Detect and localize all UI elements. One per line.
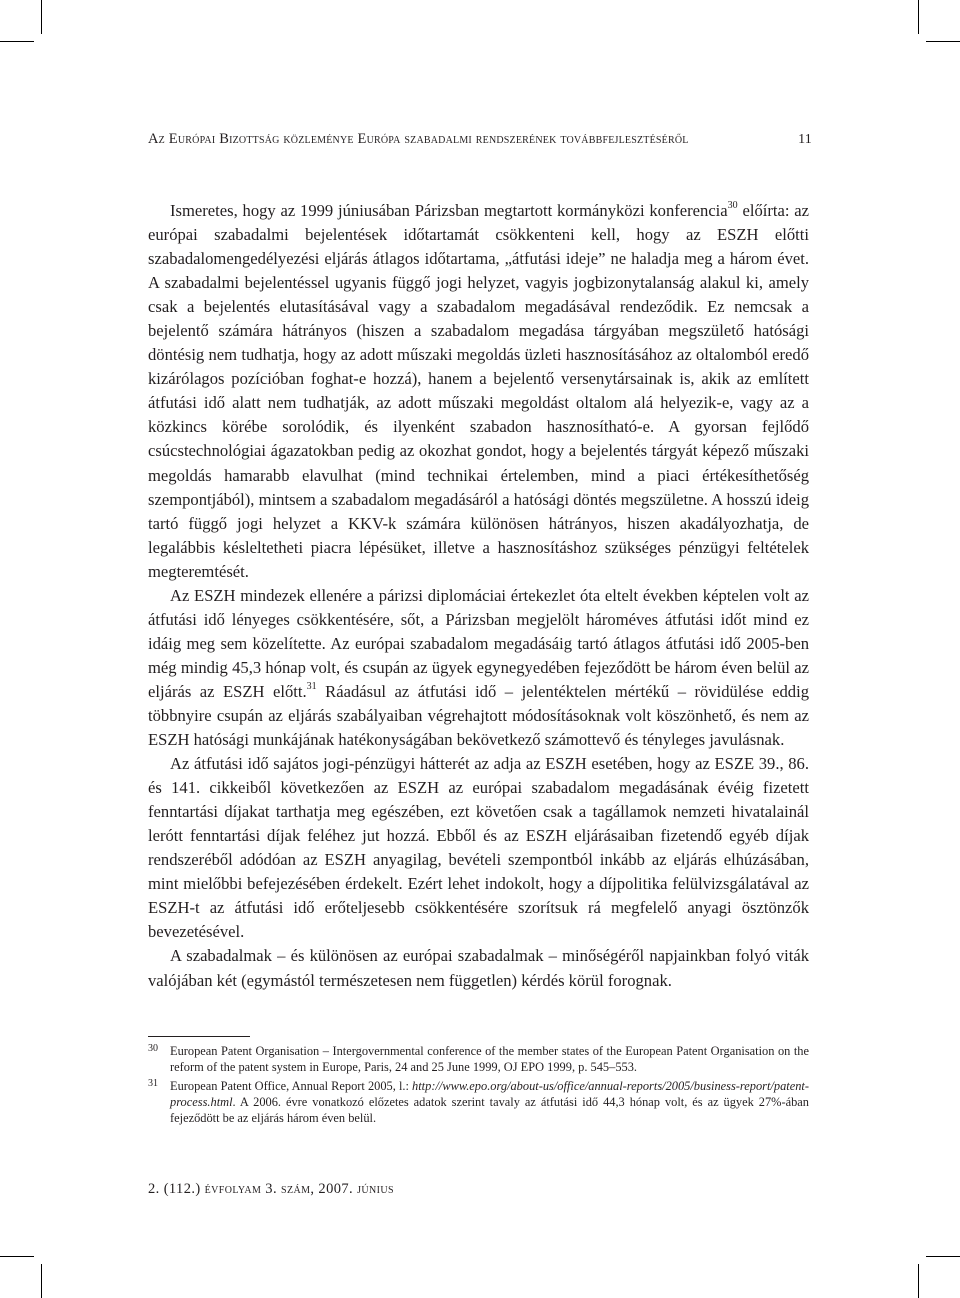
footnote-text-part: European Patent Organisation – Intergovernmental conference of the member states of the European Patent Organisation on the reform of the patent system in Europe, Paris, 24 and 25 June 1999, OJ EPO 1999, p. 545–553. (170, 1044, 809, 1075)
footnote (148, 1043, 809, 1076)
running-head (148, 131, 812, 148)
paragraph-text: Ismeretes, hogy az 1999 júniusában Párizsban megtartott kormányközi konferencia (170, 201, 728, 220)
footnote-text-part: European Patent Office, Annual Report 2005, l.: (170, 1078, 413, 1093)
crop-mark (926, 41, 960, 42)
crop-mark (41, 1264, 42, 1298)
paragraph (148, 199, 809, 584)
paragraph (148, 944, 809, 992)
footnote-divider (148, 1036, 250, 1037)
paragraph-text: előírta: az európai szabadalmi bejelentések időtartamát csökkenteni kell, hogy az ESZH előtti szabadalomengedélyezési eljárás átlagos időtartama, „átfutási ideje” ne haladja meg a három évet. A szabadalmi bejelentéssel ugyanis függő jogi helyzet, vagyis jogbizonytalanság alakul ki, amely csak a bejelentés elutasításával vagy a szabadalom megadásával rendeződik. Ez nemcsak a bejelentő számára hátrányos (hiszen a szabadalom megadása tárgyában megszülető hatósági döntésig nem tudhatja, hogy az adott műszaki megoldás üzleti hasznosításához az oltalomból eredő kizárólagos pozícióban foghat-e hozzá), hanem a bejelentő versenytársainak is, akik az említett átfutási idő alatt nem tudhatják, az adott műszaki megoldást oltalom alá helyezik-e, vagy az a közkincs körébe sorolódik, és ilyenként szabadon hasznosítható-e. A gyorsan fejlődő csúcstechnológiai ágazatokban pedig az okozhat gondot, hogy a bejelentés tárgyát képező műszaki megoldás hamarabb elavulhat (mind technikai értelemben, mind a piaci értékesíthetőség szempontjából), mintsem a szabadalom megadásáról a hatósági döntés megszületne. A hosszú ideig tartó függő jogi helyzet a KKV-k számára különösen hátrányos, hiszen akadályozhatja, de legalábbis késleltetheti piacra lépésüket, illetve a hasznosításhoz szükséges pénzügyi feltételek megteremtését. (148, 201, 809, 581)
paragraph-text: Ráadásul az átfutási idő – jelentéktelen mértékű – rövidülése eddig többnyire csupán az eljárás szabályaiban végrehajtott módosításoknak volt köszönhető, és nem az ESZH hatósági munkájának hatékonyságában bekövetkező számottevő és tényleges javulásnak. (148, 681, 809, 750)
paragraph-text: A szabadalmak – és különösen az európai szabadalmak – minőségéről napjainkban folyó viták valójában két (egymástól természetesen nem független) kérdés körül forognak. (148, 946, 809, 990)
footnote-text (170, 1043, 809, 1076)
paragraph-text: Az átfutási idő sajátos jogi-pénzügyi hátterét az adja az ESZH esetében, hogy az ESZE 39., 86. és 141. cikkeiből következően az ESZH az európai szabadalom megadásának évéig fizetett fenntartási díjakat tarthatja meg egészében, ezt követően csak a tagállamok nemzeti hivatalainál lerótt fenntartási díjak feléhez jut hozzá. Ebből és az ESZH eljárásaiban fizetendő egyéb díjak rendszeréből adódóan az ESZH anyagilag, bevételi szempontból inkább az eljárás elhúzásában, mint mielőbbi befejezésében érdekelt. Ezért lehet indokolt, hogy a díjpolitika felülvizsgálatával az ESZH-t az átfutási idő erőteljesebb csökkentésére szorítsuk rá megfelelő anyagi ösztönzők bevezetésével. (148, 754, 809, 942)
footer-issue: 2. (112.) évfolyam 3. szám, 2007. június (148, 1181, 394, 1197)
footnote-link[interactable]: http://www.epo.org/about-us/office/annual-reports/2005/business-report/patent-process.html (170, 1078, 809, 1109)
footnote-ref[interactable]: 31 (306, 681, 317, 693)
crop-mark (41, 0, 42, 34)
paragraph-text: Az ESZH mindezek ellenére a párizsi diplomáciai értekezlet óta eltelt években képtelen volt az átfutási idő lényeges csökkentésére, sőt, a Párizsban megjelölt hároméves átfutási időt mind ez idáig meg sem közelítette. Az európai szabadalom megadásáig tartó átlagos átfutási idő 2005-ben még mindig 45,3 hónap volt, és csupán az ügyek egynegyedében fejeződött be három éven belül az eljárás az ESZH előtt. (148, 585, 809, 701)
running-title: Az Európai Bizottság közleménye Európa szabadalmi rendszerének továbbfejlesztéséről (148, 131, 689, 147)
crop-mark (926, 1256, 960, 1257)
crop-mark (918, 0, 919, 34)
page-number: 11 (798, 132, 812, 147)
footnote-number: 30 (148, 1043, 158, 1054)
crop-mark (918, 1264, 919, 1298)
footnote-ref[interactable]: 30 (727, 200, 738, 212)
crop-mark (0, 1256, 34, 1257)
crop-mark (0, 41, 34, 42)
paragraph (148, 752, 809, 944)
footnotes (148, 1043, 809, 1128)
footnote-text-part: . A 2006. évre vonatkozó előzetes adatok szerint tavaly az átfutási idő 44,3 hónap volt, és az ügyek 27%-ában fejeződött be az eljárás három éven belül. (170, 1094, 809, 1126)
body-text (148, 199, 809, 993)
footnote-text (170, 1078, 809, 1127)
paragraph (148, 584, 809, 752)
footnote-number: 31 (148, 1077, 158, 1089)
footnote (148, 1078, 809, 1127)
